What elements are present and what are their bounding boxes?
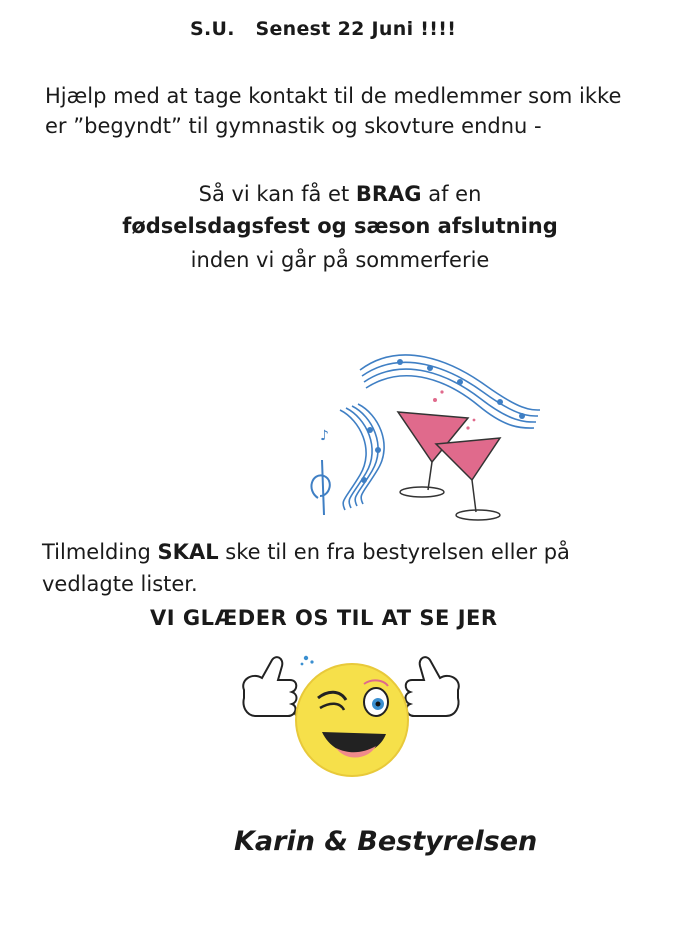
registration-line-2: vedlagte lister. (42, 572, 198, 596)
party-line-1 (0, 184, 680, 205)
party-line-2: fødselsdagsfest og sæson afslutning (122, 214, 558, 238)
svg-text:♪: ♪ (320, 428, 329, 444)
registration-line-1 (42, 542, 570, 563)
brag-word: BRAG (355, 182, 422, 206)
registration-line-1-start: Tilmelding (42, 540, 158, 564)
closing-line: VI GLÆDER OS TIL AT SE JER (150, 606, 498, 630)
winking-smiley-thumbs-up-icon (236, 650, 466, 780)
party-line-1-end: af en (421, 182, 482, 206)
signature: Karin & Bestyrelsen (234, 826, 538, 857)
header-line (190, 20, 456, 39)
su-label: S.U. (190, 18, 235, 40)
party-line-3: inden vi går på sommerferie (190, 248, 490, 272)
intro-line-2: er ”begyndt” til gymnastik og skovture endnu - (45, 114, 542, 138)
music-notes-and-cocktail-glasses-icon (300, 340, 550, 530)
party-line-1-start: Så vi kan få et (198, 182, 356, 206)
skal-word: SKAL (157, 540, 219, 564)
deadline-text: Senest 22 Juni !!!! (255, 18, 457, 40)
intro-line-1: Hjælp med at tage kontakt til de medlemmer som ikke (45, 84, 622, 108)
registration-line-1-end: ske til en fra bestyrelsen eller på (218, 540, 570, 564)
